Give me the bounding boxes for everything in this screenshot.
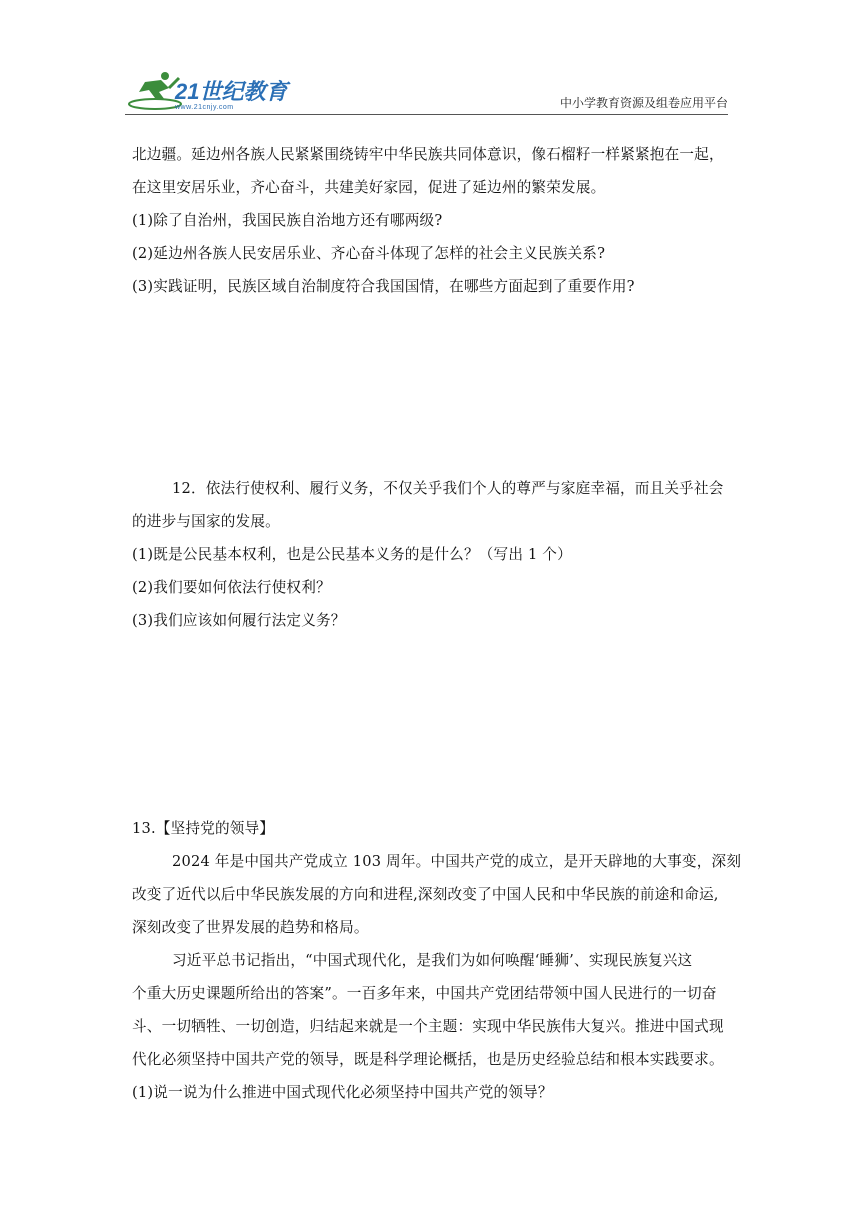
q13-para1-line: 改变了近代以后中华民族发展的方向和进程,深刻改变了中国人民和中华民族的前途和命运, — [132, 886, 719, 903]
question-12 — [132, 472, 732, 637]
q12-sub-question: (1)既是公民基本权利，也是公民基本义务的是什么？（写出 1 个） — [132, 546, 572, 563]
q11-text-line: 北边疆。延边州各族人民紧紧围绕铸牢中华民族共同体意识，像石榴籽一样紧紧抱在一起， — [132, 146, 724, 163]
q13-title: 13.【坚持党的领导】 — [132, 820, 275, 837]
q13-para2-line: 斗、一切牺牲、一切创造，归结起来就是一个主题：实现中华民族伟大复兴。推进中国式现 — [132, 1018, 724, 1035]
q12-sub-question: (2)我们要如何依法行使权利？ — [132, 579, 331, 596]
page-header — [125, 70, 728, 118]
q11-text-line: 在这里安居乐业，齐心奋斗，共建美好家园，促进了延边州的繁荣发展。 — [132, 179, 606, 196]
q12-text-line: 12．依法行使权利、履行义务，不仅关乎我们个人的尊严与家庭幸福，而且关乎社会 — [172, 480, 724, 497]
q13-para1-line: 2024 年是中国共产党成立 103 周年。中国共产党的成立，是开天辟地的大事变，深刻 — [172, 853, 742, 870]
question-13 — [132, 812, 742, 1109]
q12-text-line: 的进步与国家的发展。 — [132, 513, 280, 530]
q11-sub-question: (1)除了自治州，我国民族自治地方还有哪两级? — [132, 212, 443, 229]
q11-sub-question: (2)延边州各族人民安居乐业、齐心奋斗体现了怎样的社会主义民族关系? — [132, 245, 606, 262]
q13-para2-line: 习近平总书记指出，“中国式现代化，是我们为如何唤醒‘睡狮’、实现民族复兴这 — [172, 952, 693, 969]
q13-para2-line: 个重大历史课题所给出的答案”。一百多年来，中国共产党团结带领中国人民进行的一切奋 — [132, 985, 717, 1002]
q13-para2-line: 代化必须坚持中国共产党的领导，既是科学理论概括，也是历史经验总结和根本实践要求。 — [132, 1051, 724, 1068]
q13-para1-line: 深刻改变了世界发展的趋势和格局。 — [132, 919, 369, 936]
platform-name: 中小学教育资源及组卷应用平台 — [559, 96, 728, 110]
question-11 — [132, 138, 732, 303]
logo-url: www.21cnjy.com — [175, 104, 234, 111]
q12-sub-question: (3)我们应该如何履行法定义务？ — [132, 612, 346, 629]
q11-sub-question: (3)实践证明，民族区域自治制度符合我国国情，在哪些方面起到了重要作用? — [132, 278, 635, 295]
q13-sub-question: (1)说一说为什么推进中国式现代化必须坚持中国共产党的领导？ — [132, 1084, 553, 1101]
svg-text:21世纪教育: 21世纪教育 — [175, 79, 288, 104]
header-divider — [125, 114, 728, 115]
